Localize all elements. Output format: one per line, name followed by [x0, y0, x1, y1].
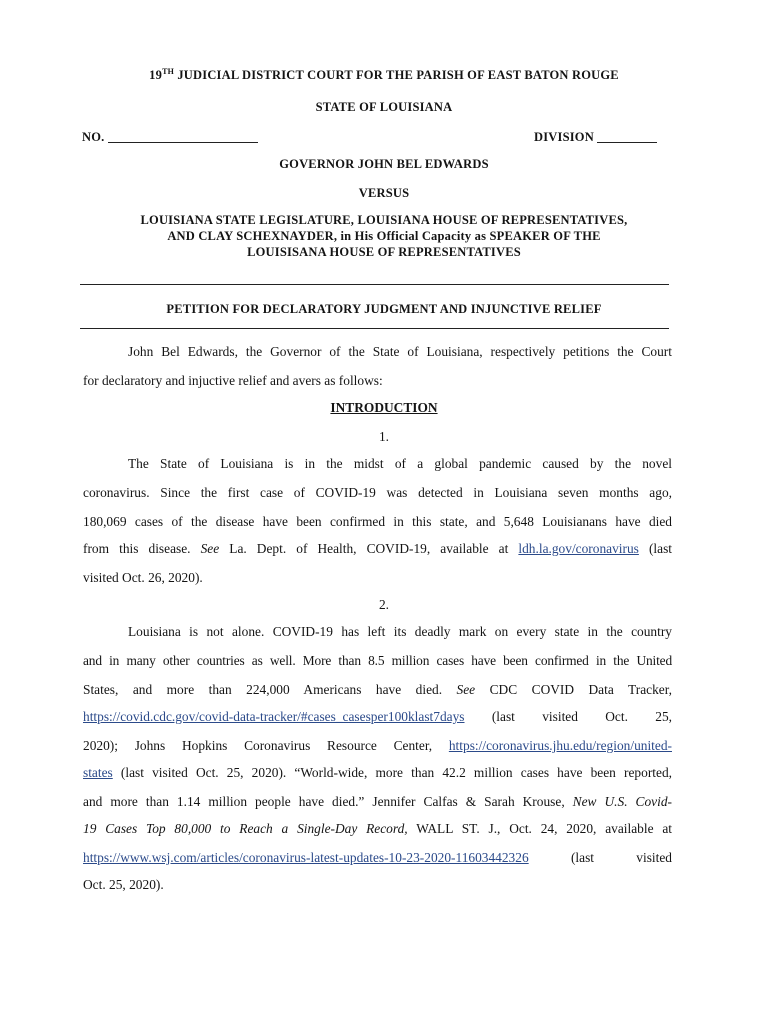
jhu-link-continued[interactable]: states [83, 765, 113, 780]
paragraph-2-line-3: States, and more than 224,000 Americans have died. See CDC COVID Data Tracker, [83, 682, 672, 697]
defendants-line-3: LOUISISANA HOUSE OF REPRESENTATIVES [247, 245, 521, 259]
division-blank [597, 130, 657, 143]
signal-see: See [200, 541, 220, 556]
article-title-continued: 19 Cases Top 80,000 to Reach a Single-Day Record, [83, 821, 408, 836]
paragraph-1-number: 1. [378, 429, 390, 444]
state-name: STATE OF LOUISIANA [315, 100, 453, 114]
paragraph-2-number: 2. [378, 597, 390, 612]
plaintiff: GOVERNOR JOHN BEL EDWARDS [279, 157, 489, 171]
paragraph-2-line-2: and in many other countries as well. More than 8.5 million cases have been confirmed in the United [83, 653, 672, 668]
paragraph-2-line-7: and more than 1.14 million people have died.” Jennifer Calfas & Sarah Krouse, New U.S. Covid- [83, 794, 672, 809]
court-number-suffix: TH [162, 66, 175, 76]
paragraph-1-line-5: visited Oct. 26, 2020). [83, 570, 203, 585]
wsj-link[interactable]: https://www.wsj.com/articles/coronavirus-latest-updates-10-23-2020-11603442326 [83, 850, 529, 865]
section-heading: INTRODUCTION [330, 400, 438, 415]
ldh-link[interactable]: ldh.la.gov/coronavirus [518, 541, 639, 556]
cdc-link[interactable]: https://covid.cdc.gov/covid-data-tracker/#cases_casesper100klast7days [83, 709, 465, 724]
jhu-link[interactable]: https://coronavirus.jhu.edu/region/united- [448, 738, 672, 753]
paragraph-2-line-6: states (last visited Oct. 25, 2020). “World-wide, more than 42.2 million cases have been reported, [83, 765, 672, 780]
paragraph-1-line-4: from this disease. See La. Dept. of Health, COVID-19, available at ldh.la.gov/coronavirus (last [83, 541, 673, 556]
divider-bottom [80, 328, 669, 329]
court-number: 19 [149, 68, 163, 82]
court-name-text: JUDICIAL DISTRICT COURT FOR THE PARISH OF EAST BATON ROUGE [174, 68, 619, 82]
division-label: DIVISION [534, 130, 594, 144]
intro-line-1: John Bel Edwards, the Governor of the State of Louisiana, respectively petitions the Court [128, 344, 672, 359]
paragraph-2-line-9: https://www.wsj.com/articles/coronavirus-latest-updates-10-23-2020-11603442326 (last visited [83, 850, 672, 865]
docket-number [82, 130, 258, 145]
paragraph-2-line-1: Louisiana is not alone. COVID-19 has left its deadly mark on every state in the country [128, 624, 672, 639]
paragraph-2-line-10: Oct. 25, 2020). [83, 877, 164, 892]
paragraph-2-line-4: https://covid.cdc.gov/covid-data-tracker/#cases_casesper100klast7days (last visited Oct. 25, [83, 709, 672, 724]
docket-number-blank [108, 130, 258, 143]
division [534, 130, 657, 145]
paragraph-1-line-1: The State of Louisiana is in the midst of a global pandemic caused by the novel [128, 456, 672, 471]
paragraph-1-line-2: coronavirus. Since the first case of COVID-19 was detected in Louisiana seven months ago, [83, 485, 672, 500]
docket-number-label: NO. [82, 130, 105, 144]
petition-title: PETITION FOR DECLARATORY JUDGMENT AND INJUNCTIVE RELIEF [166, 302, 602, 316]
paragraph-2-line-5: 2020); Johns Hopkins Coronavirus Resource Center, https://coronavirus.jhu.edu/region/united- [83, 738, 672, 753]
intro-line-2: for declaratory and injuctive relief and avers as follows: [83, 373, 383, 388]
signal-see: See [456, 682, 476, 697]
defendants-line-1: LOUISIANA STATE LEGISLATURE, LOUISIANA HOUSE OF REPRESENTATIVES, [140, 213, 628, 227]
court-name [0, 68, 768, 83]
defendants-line-2: AND CLAY SCHEXNAYDER, in His Official Capacity as SPEAKER OF THE [167, 229, 601, 243]
paragraph-1-line-3: 180,069 cases of the disease have been confirmed in this state, and 5,648 Louisianans have died [83, 514, 672, 529]
versus: VERSUS [358, 186, 410, 200]
divider-top [80, 284, 669, 285]
paragraph-2-line-8: 19 Cases Top 80,000 to Reach a Single-Day Record, WALL ST. J., Oct. 24, 2020, available at [83, 821, 673, 836]
article-title: New U.S. Covid- [572, 794, 672, 809]
